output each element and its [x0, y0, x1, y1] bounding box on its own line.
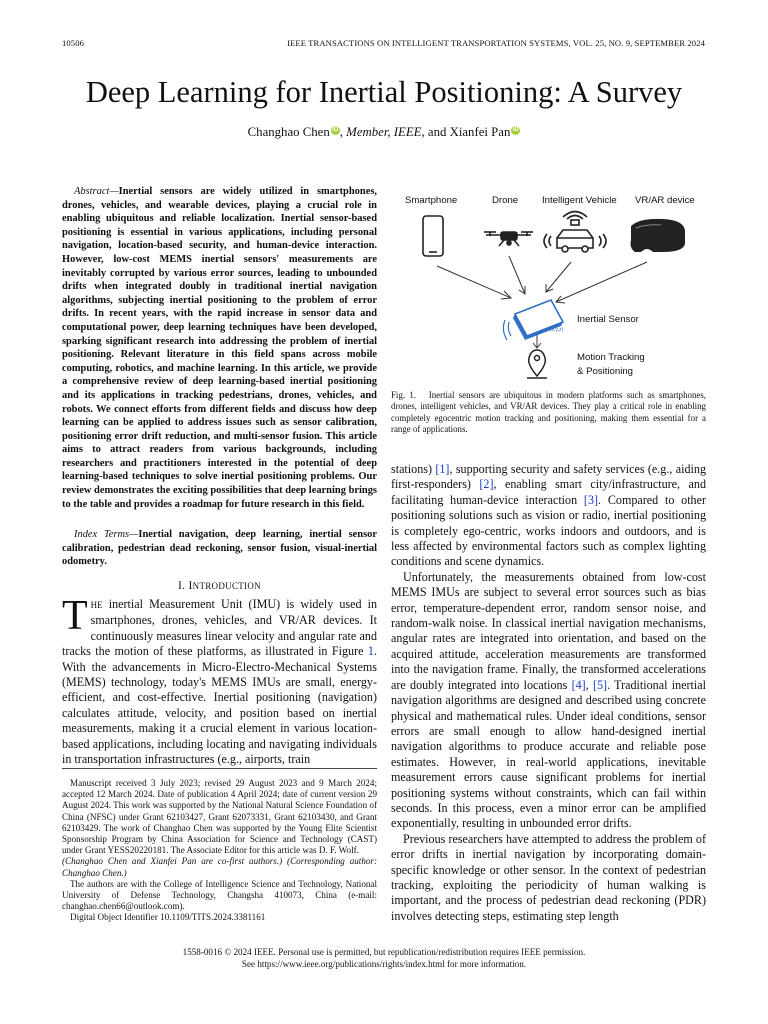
vehicle-icon — [544, 212, 606, 253]
smartphone-icon — [423, 216, 443, 256]
paragraph: stations) [1], supporting security and safety services (e.g., aiding first-responders) [2], enabling smart city/infrastructure, and facilitating human-device interaction [3]. Compared to other positioning solutions such as vision or radio, inertial positioning is completely ego-centric, works indoors and outdoors, and is less affected by environmental factors such as complex lighting conditions and scene dynamics. — [391, 462, 706, 569]
drop-cap: T — [62, 593, 88, 639]
paragraph: Previous researchers have attempted to address the problem of error drifts in inertial navigation by incorporating domain-specific knowledge or other sensor. In the context of pedestrian tracking, exploiting the periodicity of human walking is important, and the process of pedestrian dead reckoning (PDR) involves detecting steps, estimating step length — [391, 831, 706, 923]
figure-label-axes: (x,y,z) — [550, 327, 564, 333]
citation-link[interactable]: [2] — [479, 477, 494, 492]
author-line: Changhao Chen iD , Member, IEEE, and Xianfei Pan iD — [247, 125, 519, 139]
index-terms: Index Terms—Inertial navigation, deep learning, inertial sensor calibration, pedestrian dead reckoning, sensor fusion, visual-inertial odometry. — [62, 529, 377, 568]
flow-arrows — [437, 256, 647, 348]
author-name: Xianfei Pan — [449, 125, 511, 139]
footnote-manuscript: Manuscript received 3 July 2023; revised 29 August 2023 and 9 March 2024; accepted 12 March 2024. Date of publication 4 April 2024; date of current version 29 August 2024. This work was supported by the National Natural Science Foundation of China (NFSC) under Grant 62103427, Grant 62073331, Grant 62103430, and Grant 62103429. The work of Changhao Chen was supported by the Young Elite Scientist Sponsorship Program by China Association for Science and Technology (CAST) under Grant YESS20220181. The Associate Editor for this article was D. F. Wolf. — [62, 778, 377, 856]
footnote — [62, 778, 377, 924]
footnote-affiliation: The authors are with the College of Intelligence Science and Technology, National University of Defense Technology, Changsha 410073, China (e-mail: changhao.chen66@outlook.com). — [62, 878, 377, 912]
orcid-icon[interactable]: iD — [512, 127, 519, 133]
inertial-sensor-icon — [503, 300, 563, 340]
footnote-divider — [62, 768, 377, 769]
figure-label-motion-1: Motion Tracking — [577, 352, 645, 363]
figure-label-motion-2: & Positioning — [577, 366, 633, 377]
footnote-cofirst: (Changhao Chen and Xianfei Pan are co-first authors.) (Corresponding author: Changhao Chen.) — [62, 856, 377, 878]
figure-caption-label: Fig. 1. — [391, 390, 416, 400]
index-terms-text: Inertial navigation, deep learning, inertial sensor calibration, pedestrian dead reckoning, sensor fusion, visual-inertial odometry. — [62, 529, 377, 568]
figure-label-vrar: VR/AR device — [635, 195, 695, 206]
abstract-label: Abstract — [74, 186, 110, 197]
location-pin-icon — [527, 350, 547, 378]
index-terms-label: Index Terms — [74, 529, 130, 540]
orcid-icon[interactable]: iD — [332, 127, 339, 133]
figure-label-vehicle: Intelligent Vehicle — [542, 195, 617, 206]
footnote-doi: Digital Object Identifier 10.1109/TITS.2024.3381161 — [70, 912, 266, 923]
paper-title: Deep Learning for Inertial Positioning: A Survey — [85, 75, 683, 109]
section-heading: I. INTRODUCTION — [178, 580, 261, 592]
citation-link[interactable]: [1] — [435, 462, 450, 476]
figure-1 — [391, 186, 706, 386]
citation-link[interactable]: [4] — [571, 677, 586, 692]
drone-icon — [484, 232, 533, 246]
author-connector: , and — [421, 125, 450, 139]
figure-caption-text: Inertial sensors are ubiquitous in modern platforms such as smartphones, drones, intelligent vehicles, and VR/AR devices. They play a critical role in enabling completely egocentric motion tracking and positioning, making them essential for a range of applications. — [391, 390, 706, 434]
citation-link[interactable]: [3] — [583, 492, 599, 507]
vr-headset-icon — [631, 219, 686, 252]
author-name: Changhao Chen — [247, 125, 330, 139]
citation-link[interactable]: [5] — [592, 677, 608, 692]
figure-label-sensor: Inertial Sensor — [577, 314, 639, 325]
figure-label-smartphone: Smartphone — [405, 195, 458, 206]
author-role: Member, IEEE — [346, 125, 422, 139]
page-number: 10506 — [62, 38, 84, 48]
paragraph: Unfortunately, the measurements obtained from low-cost MEMS IMUs are subject to several error sources such as bias error, temperature-dependent error, random sensor noise, and random-walk noise. In classical inertial navigation mechanisms, angular rates are integrated into orientation, and based on the acquired attitude, acceleration measurements are transformed into the navigation frame. Finally, the transformed accelerations are doubly integrated into locations [4], [5]. Traditional inertial navigation algorithms are designed and described using concrete physical and mathematical rules. Under ideal conditions, sensor errors are small enough to allow hand-designed inertial navigation algorithms to produce accurate and reliable pose estimates. However, in real-world applications, inevitable measurement errors cause significant problems for inertial positioning systems without constraints, which can fail within seconds. In this process, even a minor error can be amplified exponentially, resulting in unbounded error drifts. — [391, 569, 706, 831]
journal-header: IEEE TRANSACTIONS ON INTELLIGENT TRANSPORTATION SYSTEMS, VOL. 25, NO. 9, SEPTEMBER 2024 — [287, 38, 705, 48]
figure-caption — [391, 390, 706, 435]
intro-paragraph: THE inertial Measurement Unit (IMU) is widely used in smartphones, drones, vehicles, and VR/AR devices. It continuously measures linear velocity and angular rate and tracks the motion of these platforms, as illustrated in Figure 1. With the advancements in Micro-Electro-Mechanical Systems (MEMS) technology, today's MEMS IMUs are small, energy-efficient, and cost-effective. Inertial positioning (navigation) calculates attitude, velocity, and position based on inertial measurements, making it a crucial element in various location-based applications, including locating and navigating individuals in transportation infrastructures (e.g., airports, train — [62, 593, 377, 767]
figure-link[interactable]: 1 — [367, 644, 374, 659]
abstract: Abstract—Inertial sensors are widely utilized in smartphones, drones, vehicles, and wearable devices, playing a crucial role in enabling ubiquitous and reliable localization. Inertial sensor-based positioning is essential in various applications, including personal navigation, location-based security, and human-device interaction. However, low-cost MEMS inertial sensors' measurements are inevitably corrupted by various error sources, leading to unbounded drifts when integrated doubly in traditional inertial navigation algorithms, subjecting inertial positioning to the problem of error drifts. In recent years, with the rapid increase in sensor data and computational power, deep learning techniques have been developed, sparking significant research into addressing the problem of inertial positioning. Relevant literature in this field spans across mobile computing, robotics, and machine learning. In this article, we provide a comprehensive review of deep learning-based inertial positioning and its applications in tracking pedestrians, drones, vehicles, and robots. We connect efforts from different fields and discuss how deep learning can be applied to address issues such as sensor calibration, positioning error drift reduction, and multi-sensor fusion. This article aims to attract readers from various backgrounds, including researchers and practitioners interested in the potential of deep learning-based techniques to solve inertial positioning problems. Our review demonstrates the exciting possibilities that deep learning brings to the table and provides a roadmap for future research in this field. — [62, 186, 377, 510]
copyright-notice: 1558-0016 © 2024 IEEE. Personal use is permitted, but republication/redistribution requires IEEE permission. See https://www.ieee.org/publications/rights/index.html for more information. — [182, 947, 586, 969]
right-column-text — [391, 462, 706, 924]
figure-label-drone: Drone — [492, 195, 519, 206]
abstract-text: Inertial sensors are widely utilized in smartphones, drones, vehicles, and wearable devices, playing a crucial role in enabling ubiquitous and reliable localization. Inertial sensor-based positioning is essential in various applications, including personal navigation, location-based security, and human-device interaction. However, low-cost MEMS inertial sensors' measurements are inevitably corrupted by various error sources, leading to unbounded drifts when integrated doubly in traditional inertial navigation algorithms, subjecting inertial positioning to the problem of error drifts. In recent years, with the rapid increase in sensor data and computational power, deep learning techniques have been developed, sparking significant research into addressing the problem of inertial positioning. Relevant literature in this field spans across mobile computing, robotics, and machine learning. In this article, we provide a comprehensive review of deep learning-based inertial positioning and its applications in tracking pedestrians, drones, vehicles, and robots. We connect efforts from different fields and discuss how deep learning can be applied to address issues such as sensor calibration, positioning error drift reduction, and multi-sensor fusion. This article aims to attract readers from various backgrounds, including researchers and practitioners interested in the potential of deep learning-based techniques to solve inertial positioning problems. Our review demonstrates the exciting possibilities that deep learning brings to the table and provides a roadmap for future research in this field. — [62, 186, 377, 510]
